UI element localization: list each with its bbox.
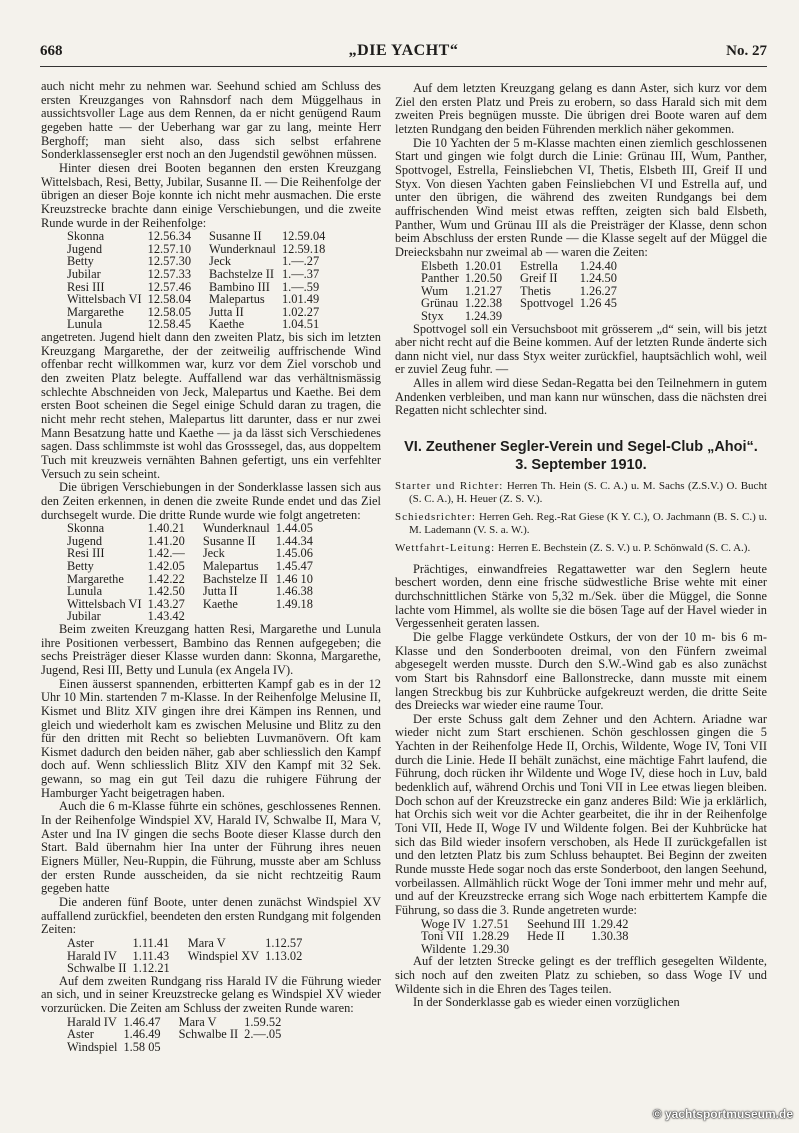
yacht-name: Wittelsbach VI	[67, 596, 142, 611]
yacht-name: Spottvogel	[520, 296, 574, 311]
finish-time: 12.57.10	[147, 241, 192, 256]
paragraph: Auf dem letzten Kreuzgang gelang es dann Aster, sich kurz vor dem Ziel den ersten Platz und Preis zu erobern, so dass Harald sich mit dem zweiten Preis begnügen musste. Die übrigen drei Boote waren auf dem letzten Rundgang den beiden Führenden merklich näher gekommen.	[395, 81, 767, 136]
finish-time: 12.59.18	[281, 241, 326, 256]
yacht-name: Bachstelze II	[209, 267, 275, 281]
finish-time: 1.42.22	[147, 571, 185, 586]
paragraph: Auf der letzten Strecke gelingt es der trefflich gesegelten Wildente, sich noch auf den zweiten Platz zu schieben, so dass Woge IV und Wildente sich in die Ehren des Tages teilen.	[395, 954, 767, 996]
yacht-name	[188, 962, 265, 975]
yacht-name: Aster	[67, 936, 94, 950]
finish-time: 1.28.29	[471, 929, 510, 944]
finish-time: 1.58 05	[123, 1039, 161, 1054]
paragraph: Auch die 6 m-Klasse führte ein schönes, geschlossenes Rennen. In der Reihenfolge Windspiel XV, Harald IV, Schwalbe II, Mara V, Aster und Ina IV gingen die sechs Boote dieser Klasse durch den Start. Bald übernahm hier Ina unter der Führung ihres neuen Eigners Müller, Neu-Ruppin, die Führung, musste aber am Schluss der ersten Runde ausscheiden, da sie nicht rechtzeitig Raum gegeben hatte	[41, 799, 381, 896]
finish-time: 1.—.27	[281, 254, 320, 269]
results-row	[421, 272, 635, 285]
yacht-name: Windspiel	[67, 1039, 118, 1054]
yacht-name: Malepartus	[202, 558, 259, 573]
page-number: 668	[40, 43, 63, 59]
results-row	[67, 937, 320, 950]
finish-time	[244, 1041, 299, 1054]
yacht-name	[520, 310, 580, 323]
paragraph: In der Sonderklasse gab es wieder einen vorzüglichen	[413, 995, 680, 1010]
officials-names: Herren Th. Hein (S. C. A.) u. M. Sachs (Z.S.V.) O. Bucht (S. C. A.), H. Heuer (Z. S. V.).	[409, 480, 767, 505]
paragraph: Prächtiges, einwandfreies Regattawetter war den Seglern heute beschert worden, denn eine frische südwestliche Brise wehte mit einer durchschnittlichen Stärke von 5,32 m./Sek. über die Müggel, die Sonne lachte vom Himmel, als wollte sie die bösen Tage auf der Havel wieder in Vergessenheit geraten lassen.	[395, 561, 767, 631]
finish-time: 1.45.06	[275, 546, 313, 561]
finish-time: 1.01.49	[281, 292, 320, 307]
yacht-name: Jeck	[209, 254, 232, 269]
finish-time: 2.—.05	[244, 1027, 282, 1042]
yacht-name: Elsbeth	[421, 258, 459, 273]
yacht-name: Lunula	[67, 317, 103, 332]
section-heading-line: VI. Zeuthener Segler-Verein und Segel-Club „Ahoi“.	[404, 439, 758, 456]
finish-time: 1.46 10	[275, 571, 313, 586]
finish-time: 1.04.51	[281, 317, 320, 332]
yacht-name: Wum	[421, 283, 449, 298]
yacht-name: Jugend	[67, 533, 103, 548]
yacht-name: Bambino III	[209, 279, 270, 294]
yacht-name: Schwalbe II	[178, 1027, 239, 1042]
yacht-name: Jutta II	[202, 584, 238, 599]
finish-time: 1.43.27	[147, 596, 185, 611]
finish-time: 12.57.30	[147, 254, 192, 269]
paragraph: Hinter diesen drei Booten begannen den ersten Kreuzgang Wittelsbach, Resi, Betty, Jubilar, Susanne II. — Die Reihenfolge der übrigen an dieser Boje konnte ich nicht mehr ausmachen. Die erste Kreuzstrecke brachte dann einige Verschiebungen, und die zweite Runde wurde in der Reihenfolge:	[41, 160, 381, 230]
results-table	[421, 918, 646, 956]
finish-time: 1.02.27	[281, 304, 320, 319]
yacht-name: Schwalbe II	[67, 961, 127, 976]
results-row	[67, 293, 343, 306]
results-row	[67, 1041, 299, 1054]
issue-number: No. 27	[726, 43, 767, 59]
watermark: © yachtsportmuseum.de	[652, 1107, 793, 1121]
finish-time	[580, 310, 635, 323]
yacht-name: Margarethe	[67, 304, 124, 319]
officials-role: Schiedsrichter:	[395, 511, 476, 524]
results-table	[67, 1016, 299, 1054]
yacht-name: Resi III	[67, 546, 105, 561]
yacht-name: Kaethe	[202, 596, 238, 611]
yacht-name: Harald IV	[67, 948, 117, 963]
yacht-name: Jubilar	[67, 267, 101, 281]
section-heading-line: 3. September 1910.	[515, 457, 647, 474]
paragraph: Einen äusserst spannenden, erbitterten Kampf gab es in der 12 Uhr 10 Min. startenden 7 m-Klasse. In der Reihenfolge Melusine II, Kismet und Blitz XIV gingen ihre drei Kämpen ins Rennen, und gleich und wiederholt kam es zwischen Melusine und Blitz zu den für den dritten mit Recht so beliebten Luvmanövern. Oft kam Kismet dadurch den beiden näher, gab aber schliesslich den Kampf doch auf. Wenn schliesslich Blitz XIV den Kampf mit 32 Sek. gewann, so mag ein gut Teil dazu die ruhigere Führung der Hamburger Yacht beigetragen haben.	[41, 676, 381, 800]
header-rule	[40, 66, 767, 67]
finish-time: 1.24.40	[579, 258, 617, 273]
officials-names: Herren E. Bechstein (Z. S. V.) u. P. Schönwald (S. C. A.).	[497, 542, 751, 555]
finish-time: 12.57.33	[147, 267, 192, 281]
finish-time: 1.40.21	[147, 521, 185, 536]
finish-time: 1.42.—	[147, 546, 185, 561]
right-column	[395, 82, 767, 1010]
yacht-name: Lunula	[67, 584, 103, 599]
officials-entry	[395, 511, 767, 536]
yacht-name: Toni VII	[421, 929, 464, 944]
finish-time: 1.49.18	[275, 596, 313, 611]
finish-time: 1.26.27	[579, 283, 617, 298]
results-row	[67, 522, 331, 535]
finish-time: 1.30.38	[591, 929, 629, 944]
section-heading	[395, 438, 767, 474]
yacht-name: Jubilar	[67, 609, 101, 624]
results-row	[67, 230, 343, 243]
left-column	[41, 80, 381, 1054]
finish-time: 1.—.37	[281, 267, 320, 281]
paragraph: angetreten. Jugend hielt dann den zweiten Platz, bis sich im letzten Kreuzgang Margarethe, der der zeitweilig auffrischende Wind offenbar recht willkommen war, kurz vor dem Ziel vorschob und den zweiten Platz belegte. Auffallend war das verhältnismässig schlechte Abschneiden von Jeck, Malepartus und Kaethe. Bei dem ersten Boot scheinen die Segel einige Schuld daran zu tragen, die nicht mehr recht stehen, Malepartus litt darunter, dass er nur zwei Mann Besatzung hatte und Kaethe — ja da lässt sich Verschiedenes sagen. Dass schlimmste ist wohl das Grosssegel, das, aus doppeltem Tuch mit kreuzweis vernähten Bahnen gefertigt, uns ein verfehlter Versuch zu sein scheint.	[41, 329, 381, 481]
yacht-name: Mara V	[178, 1014, 217, 1029]
running-header	[40, 40, 767, 62]
yacht-name: Wittelsbach VI	[67, 292, 142, 307]
yacht-name: Skonna	[67, 229, 105, 244]
officials-entry	[395, 542, 767, 555]
yacht-name: Windspiel XV	[187, 948, 260, 963]
yacht-name: Kaethe	[209, 317, 245, 332]
finish-time	[265, 962, 320, 975]
paragraph: Die gelbe Flagge verkündete Ostkurs, der von der 10 m- bis 6 m-Klasse und den Sonderbooten dreimal, von den Fünfern zweimal abgesegelt werden musste. Durch den S.W.-Wind gab es also zunächst vom Start bis Rahnsdorf eine Ballonstrecke, dann musste mit einem langen Streckbug bis zur Kuhbrücke aufgekreuzt werden, die dritte Seite des Dreiecks war wieder eine raume Tour.	[395, 629, 767, 713]
yacht-name: Panther	[421, 271, 459, 286]
yacht-name: Betty	[67, 254, 94, 269]
yacht-name: Thetis	[520, 283, 552, 298]
yacht-name: Greif II	[520, 271, 558, 286]
finish-time: 1.46.38	[275, 584, 313, 599]
finish-time: 12.58.05	[147, 304, 192, 319]
yacht-name: Jeck	[202, 546, 225, 561]
yacht-name: Mara V	[187, 936, 226, 950]
paragraph: Der erste Schuss galt dem Zehner und den Achtern. Ariadne war wieder nicht zum Start erschienen. Schön geschlossen gingen die 5 Yachten in der Reihenfolge Hede II, Orchis, Wildente, Woge IV, Toni VII durch die Linie. Hede II behält zunächst, eine mächtige Fahrt laufend, die Führung, doch rücken ihr Wildente und Woge IV, diese hoch in Luv, bald bedenklich auf, während Orchis und Toni VII in Lee etwas liegen bleiben. Doch schon auf der Kreuzstrecke ein ganz anderes Bild: Wie ja erklärlich, hat Orchis sich weit vor die Achter gearbeitet, die ihr in der Reihenfolge Toni VII, Hede II, Woge IV und Wildente folgen. Bei der Kuhbrücke hat sich das Bild wieder insofern verschoben, als Hede II zurückgefallen ist und den letzten Platz bis zum Schluss behauptet. Bei Beginn der zweiten Runde musste Hede sogar noch das erste Sonderboot, den langen Seehund, vorbeilassen. Allmählich rückt Woge der Toni immer mehr und mehr auf, und auf der Kreuzstrecke errang sich Woge nach erbittertem Kampfe die Führung, so dass die 3. Runde angetreten wurde:	[395, 711, 767, 917]
finish-time: 1.24.50	[579, 271, 617, 286]
results-row	[67, 560, 331, 573]
finish-time: 12.56.34	[147, 229, 192, 244]
finish-time: 1.11.41	[132, 936, 170, 950]
results-table	[421, 260, 635, 323]
yacht-name: Wildente	[421, 941, 466, 956]
yacht-name: Bachstelze II	[202, 571, 268, 586]
results-row	[421, 297, 635, 310]
results-row	[67, 268, 343, 281]
results-table	[67, 522, 331, 623]
finish-time: 1.12.57	[265, 936, 303, 950]
officials-entry	[395, 480, 767, 505]
finish-time: 12.57.46	[147, 279, 192, 294]
finish-time: 1.59.52	[244, 1014, 282, 1029]
finish-time: 1.20.01	[464, 258, 503, 273]
yacht-name: Susanne II	[209, 229, 262, 244]
results-row	[67, 962, 320, 975]
officials-names: Herren Geh. Reg.-Rat Giese (K Y. C.), O. Jachmann (B. S. C.) u. M. Lademann (V. S. a. W.).	[409, 511, 767, 536]
paragraph: Alles in allem wird diese Sedan-Regatta bei den Teilnehmern in gutem Andenken verbleiben, und man kann nur wünschen, dass die nächsten drei Regatten nicht schlechter sind.	[395, 376, 767, 418]
finish-time: 1.41.20	[147, 533, 185, 548]
finish-time: 1.46.47	[123, 1014, 161, 1029]
results-table	[67, 937, 320, 975]
finish-time: 1.11.43	[132, 948, 170, 963]
finish-time: 1.29.42	[591, 916, 629, 931]
finish-time: 1.22.38	[464, 296, 503, 311]
yacht-name: Harald IV	[67, 1014, 117, 1029]
finish-time: 1.26 45	[579, 296, 617, 311]
finish-time: 1.46.49	[123, 1027, 161, 1042]
finish-time: 1.13.02	[265, 948, 303, 963]
finish-time: 1.21.27	[464, 283, 503, 298]
yacht-name: Estrella	[520, 258, 558, 273]
yacht-name: Betty	[67, 558, 94, 573]
results-row	[421, 930, 646, 943]
yacht-name: Jugend	[67, 241, 103, 256]
finish-time: 1.12.21	[132, 961, 170, 976]
finish-time: 1.29.30	[471, 941, 510, 956]
yacht-name: Susanne II	[202, 533, 256, 548]
results-table	[67, 230, 343, 331]
finish-time: 12.59.04	[281, 229, 326, 244]
paragraph: auch nicht mehr zu nehmen war. Seehund schied am Schluss des ersten Kreuzganges von Rahnsdorf nach dem Müggelhaus in aussichtsvoller Lage aus dem Rennen, da er nicht genügend Raum gegeben hatte — der Ueberhang war gar zu lang, meinte Herr Berghoff; man sieht also, dass sich selbst erfahrene Sonderklassensegler erst noch an den Jugendstil gewöhnen müssen.	[41, 79, 381, 162]
journal-title: „DIE YACHT“	[348, 42, 459, 59]
yacht-name: Margarethe	[67, 571, 124, 586]
results-row	[421, 310, 635, 323]
finish-time: 1.42.50	[147, 584, 185, 599]
yacht-name: Wunderknaul	[209, 241, 276, 256]
yacht-name	[179, 1041, 245, 1054]
yacht-name: Wunderknaul	[202, 521, 270, 536]
finish-time: 1.24.39	[464, 308, 503, 323]
finish-time: 1.—.59	[281, 279, 320, 294]
paragraph: Auf dem zweiten Rundgang riss Harald IV die Führung wieder an sich, und in seiner Kreuzstrecke gelang es Windspiel XV wieder vorzurücken. Die Zeiten am Schluss der zweiten Runde waren:	[41, 973, 381, 1016]
yacht-name: Malepartus	[209, 292, 265, 307]
yacht-name: Woge IV	[421, 916, 466, 931]
finish-time: 1.44.34	[275, 533, 313, 548]
yacht-name: Resi III	[67, 279, 105, 294]
finish-time: 1.43.42	[147, 609, 185, 624]
results-row	[67, 585, 331, 598]
yacht-name: Jutta II	[209, 304, 244, 319]
officials-role: Starter und Richter:	[395, 480, 504, 493]
yacht-name: Styx	[421, 308, 444, 323]
finish-time: 12.58.45	[147, 317, 192, 332]
finish-time: 1.44.05	[275, 521, 313, 536]
yacht-name: Aster	[67, 1027, 94, 1042]
paragraph: Spottvogel soll ein Versuchsboot mit grösserem „d“ sein, will bis jetzt aber nicht recht auf die Beine kommen. Auf der letzten Runde änderte sich dann nicht viel, nur dass Styx weiter zurückfiel, hauptsächlich wohl, weil er zuviel Zeug fuhr. —	[395, 321, 767, 377]
finish-time: 1.45.47	[275, 558, 313, 573]
yacht-name: Skonna	[67, 521, 105, 536]
paragraph: Die übrigen Verschiebungen in der Sonderklasse lassen sich aus den Zeiten erkennen, in denen die zweite Runde endet und das Ziel durchsegelt wurde. Die dritte Runde wurde wie folgt angetreten:	[41, 480, 381, 522]
paragraph: Die 10 Yachten der 5 m-Klasse machten einen ziemlich geschlossenen Start und gingen wie folgt durch die Linie: Grünau III, Wum, Panther, Spottvogel, Estrella, Feinsliebchen VI, Thetis, Elsbeth III, Greif II und Styx. Von diesen Yachten gaben Feinsliebchen VI und Estrella auf, und unter den übrigen, die während des zweiten Rundgangs bei dem auffrischenden Wind meist etwas refften, zeigten sich bald Elsbeth, Panther, Wum und Grünau III als die Preisträger der Klasse, denn schon beim Abschluss der ersten Runde — die Klasse segelt auf der Müggel die Dreiecksbahn nur zweimal ab — waren die Zeiten:	[395, 135, 767, 259]
finish-time: 12.58.04	[147, 292, 192, 307]
yacht-name: Hede II	[527, 929, 565, 944]
results-row	[67, 598, 331, 611]
paragraph: Beim zweiten Kreuzgang hatten Resi, Margarethe und Lunula ihre Positionen verbessert, Bambino das Rennen aufgegeben; die sechs Preisträger dieser Klasse wurden dann: Skonna, Margarethe, Jugend, Resi III, Betty und Lunula (ex Angela IV).	[41, 621, 381, 677]
yacht-name: Seehund III	[527, 916, 586, 931]
officials-role: Wettfahrt-Leitung:	[395, 542, 496, 555]
paragraph: Die anderen fünf Boote, unter denen zunächst Windspiel XV auffallend zurückfiel, beendeten den ersten Rundgang mit folgenden Zeiten:	[41, 895, 381, 937]
yacht-name: Grünau	[421, 296, 459, 311]
finish-time: 1.42.05	[147, 558, 185, 573]
finish-time: 1.27.51	[471, 916, 510, 931]
finish-time: 1.20.50	[464, 271, 503, 286]
